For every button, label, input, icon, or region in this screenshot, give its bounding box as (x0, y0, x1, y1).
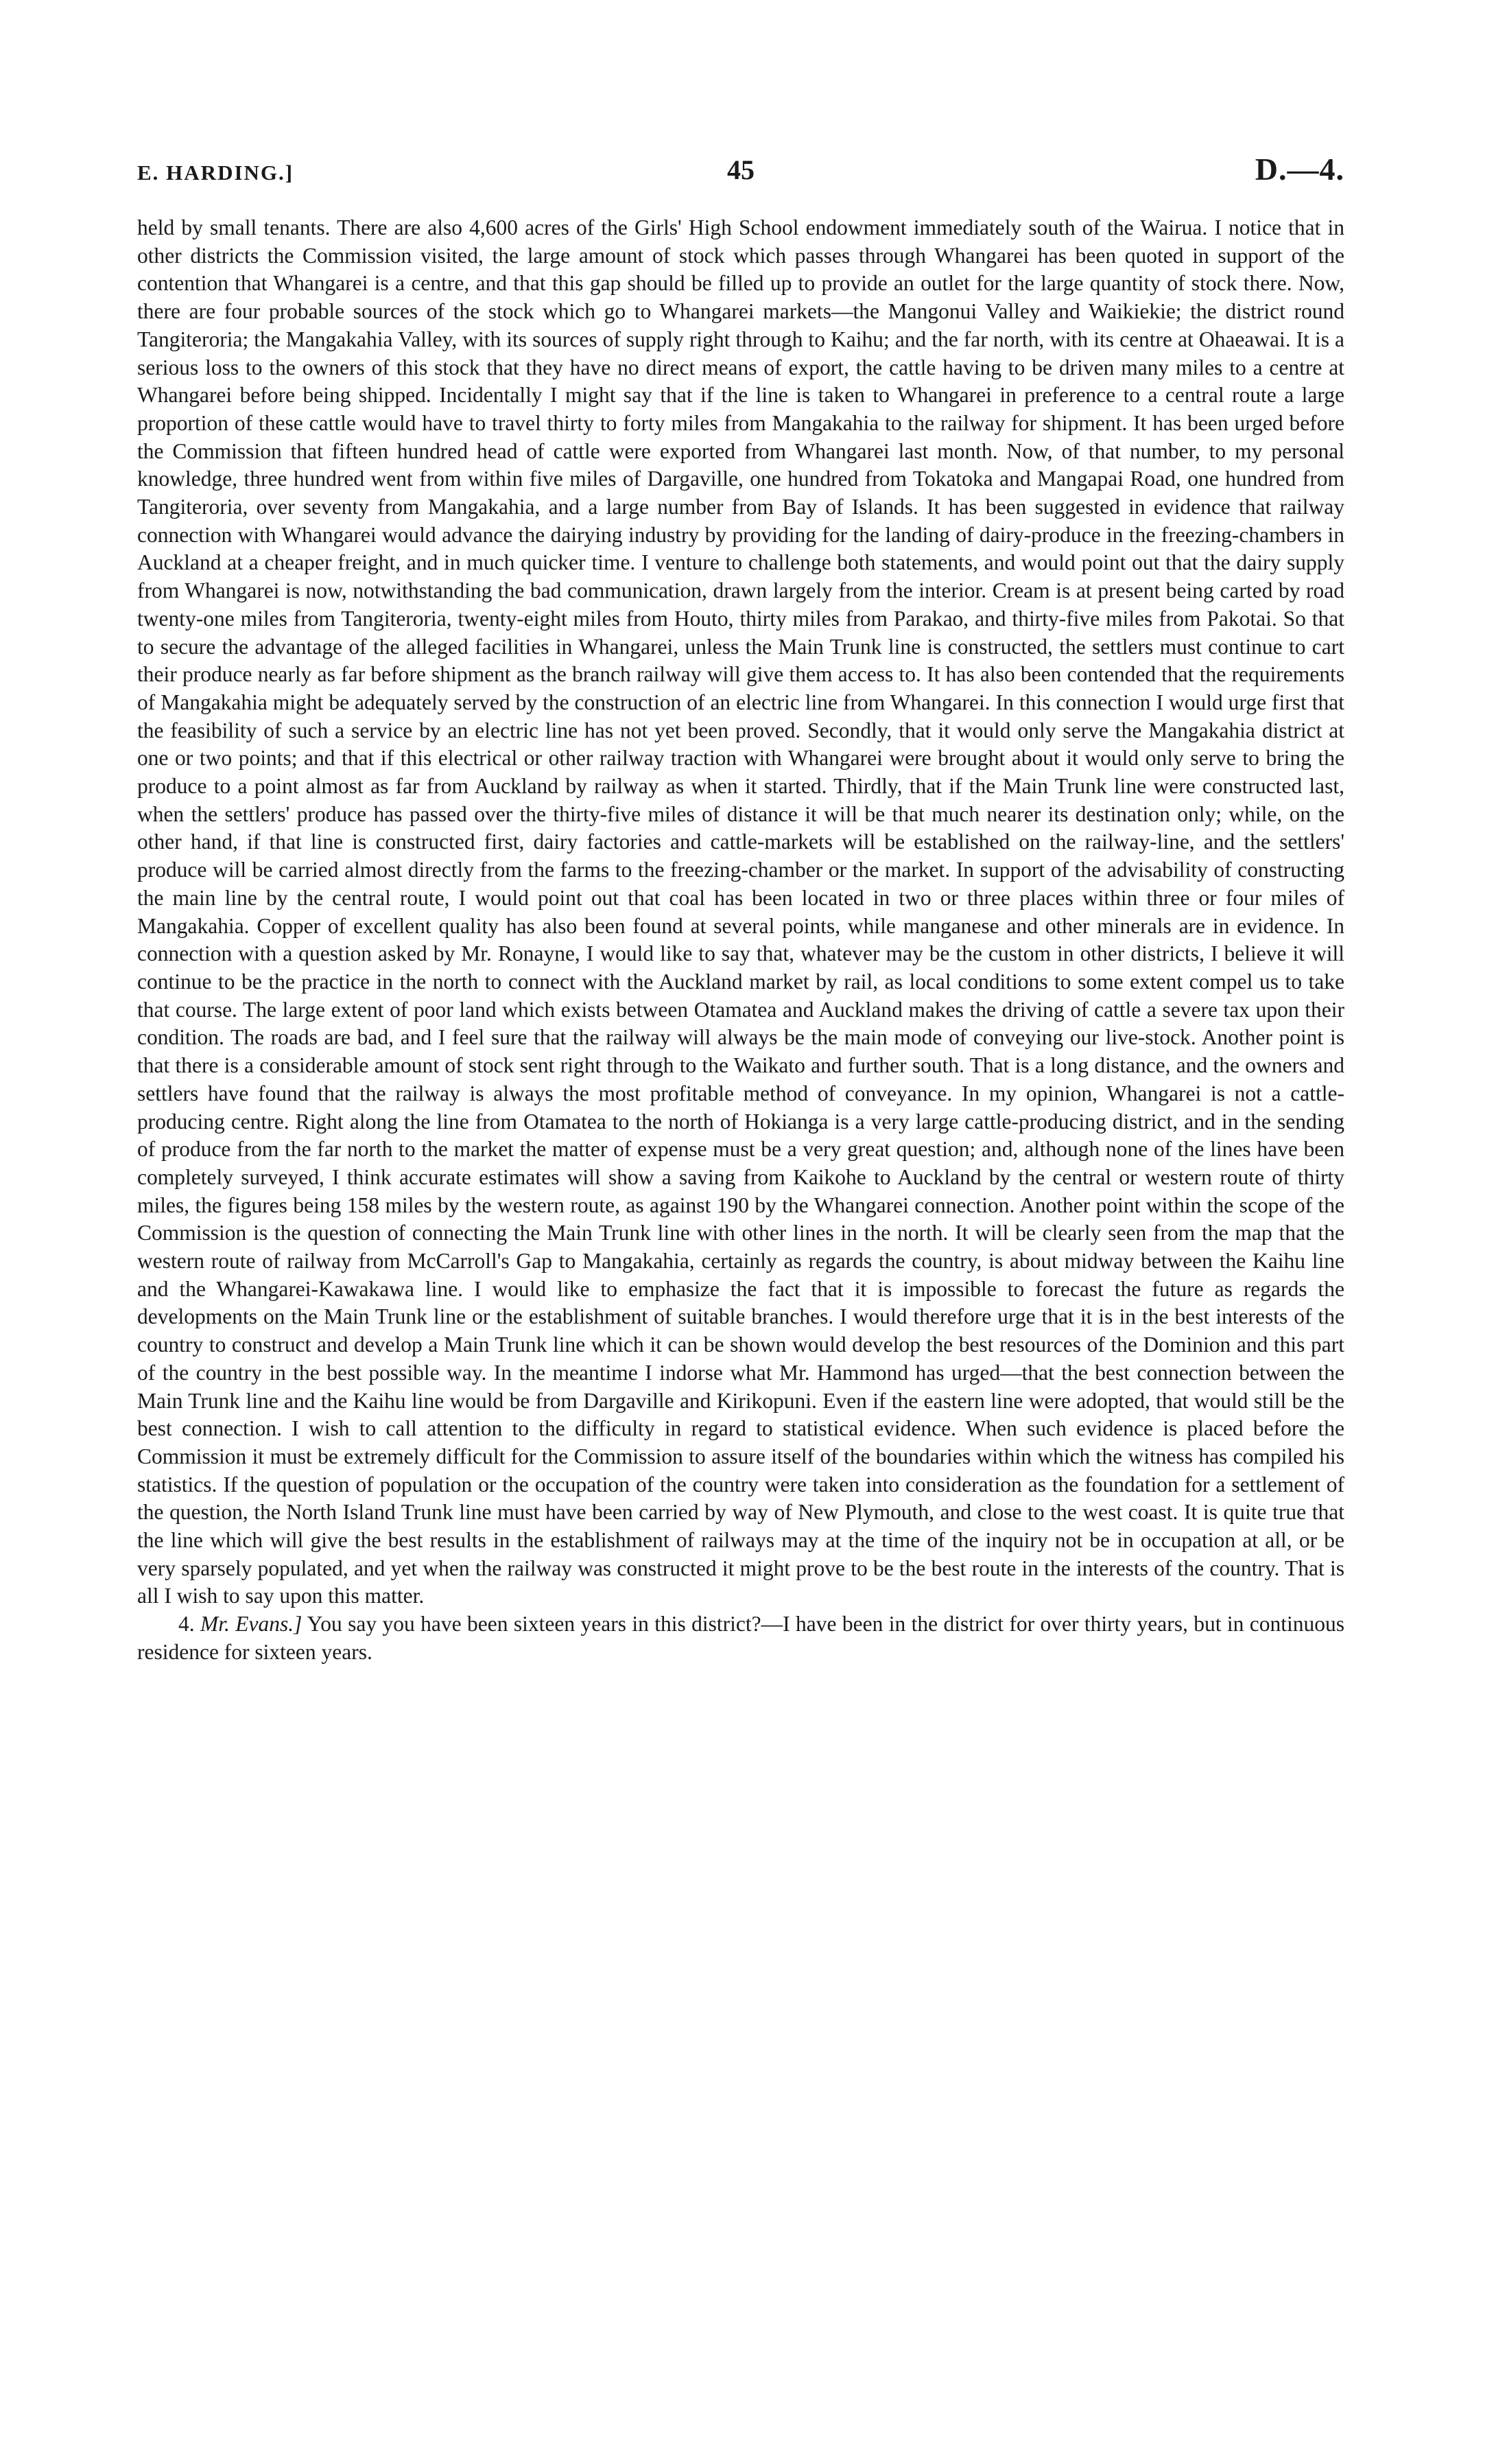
question-number: 4. (178, 1612, 195, 1636)
document-body (137, 214, 1344, 1667)
question-paragraph (137, 1610, 1344, 1666)
testimony-paragraph: held by small tenants. There are also 4,600 acres of the Girls' High School endowment immediately south of the Wairua. I notice that in other districts the Commission visited, the large amount of stock which passes through Whangarei has been quoted in support of the contention that Whangarei is a centre, and that this gap should be filled up to provide an outlet for the large quantity of stock there. Now, there are four probable sources of the stock which go to Whangarei markets—the Mangonui Valley and Waikiekie; the district round Tangiteroria; the Mangakahia Valley, with its sources of supply right through to Kaihu; and the far north, with its centre at Ohaeawai. It is a serious loss to the owners of this stock that they have no direct means of export, the cattle having to be driven many miles to a centre at Whangarei before being shipped. Incidentally I might say that if the line is taken to Whangarei in preference to a central route a large proportion of these cattle would have to travel thirty to forty miles from Mangakahia to the railway for shipment. It has been urged before the Commission that fifteen hundred head of cattle were exported from Whangarei last month. Now, of that number, to my personal knowledge, three hundred went from within five miles of Dargaville, one hundred from Tokatoka and Mangapai Road, one hundred from Tangiteroria, over seventy from Mangakahia, and a large number from Bay of Islands. It has been suggested in evidence that railway connection with Whangarei would advance the dairying industry by providing for the landing of dairy-produce in the freezing-chambers in Auckland at a cheaper freight, and in much quicker time. I venture to challenge both statements, and would point out that the dairy supply from Whangarei is now, notwithstanding the bad communication, drawn largely from the interior. Cream is at present being carted by road twenty-one miles from Tangiteroria, twenty-eight miles from Houto, thirty miles from Parakao, and thirty-five miles from Pakotai. So that to secure the advantage of the alleged facilities in Whangarei, unless the Main Trunk line is constructed, the settlers must continue to cart their produce nearly as far before shipment as the branch railway will give them access to. It has also been contended that the requirements of Mangakahia might be adequately served by the construction of an electric line from Whangarei. In this connection I would urge first that the feasibility of such a service by an electric line has not yet been proved. Secondly, that it would only serve the Mangakahia district at one or two points; and that if this electrical or other railway traction with Whangarei were brought about it would only serve to bring the produce to a point almost as far from Auckland by railway as when it started. Thirdly, that if the Main Trunk line were constructed last, when the settlers' produce has passed over the thirty-five miles of distance it will be that much nearer its destination only; while, on the other hand, if that line is constructed first, dairy factories and cattle-markets will be established on the railway-line, and the settlers' produce will be carried almost directly from the farms to the freezing-chamber or the market. In support of the advisability of constructing the main line by the central route, I would point out that coal has been located in two or three places within three or four miles of Mangakahia. Copper of excellent quality has also been found at several points, while manganese and other minerals are in evidence. In connection with a question asked by Mr. Ronayne, I would like to say that, whatever may be the custom in other districts, I believe it will continue to be the practice in the north to connect with the Auckland market by rail, as local conditions to some extent compel us to take that course. The large extent of poor land which exists between Otamatea and Auckland makes the driving of cattle a severe tax upon their condition. The roads are bad, and I feel sure that the railway will always be the main mode of conveying our live-stock. Another point is that there is a considerable amount of stock sent right through to the Waikato and further south. That is a long distance, and the owners and settlers have found that the railway is always the most profitable method of conveyance. In my opinion, Whangarei is not a cattle-producing centre. Right along the line from Otamatea to the north of Hokianga is a very large cattle-producing district, and in the sending of produce from the far north to the market the matter of expense must be a very great question; and, although none of the lines have been completely surveyed, I think accurate estimates will show a saving from Kaikohe to Auckland by the central or western route of thirty miles, the figures being 158 miles by the western route, as against 190 by the Whangarei connection. Another point within the scope of the Commission is the question of connecting the Main Trunk line with other lines in the north. It will be clearly seen from the map that the western route of railway from McCarroll's Gap to Mangakahia, certainly as regards the country, is about midway between the Kaihu line and the Whangarei-Kawakawa line. I would like to emphasize the fact that it is impossible to forecast the future as regards the developments on the Main Trunk line or the establishment of suitable branches. I would therefore urge that it is in the best interests of the country to construct and develop a Main Trunk line which it can be shown would develop the best resources of the Dominion and this part of the country in the best possible way. In the meantime I indorse what Mr. Hammond has urged—that the best connection between the Main Trunk line and the Kaihu line would be from Dargaville and Kirikopuni. Even if the eastern line were adopted, that would still be the best connection. I wish to call attention to the difficulty in regard to statistical evidence. When such evidence is placed before the Commission it must be extremely difficult for the Commission to assure itself of the boundaries within which the witness has compiled his statistics. If the question of population or the occupation of the country were taken into consideration as the foundation for a settlement of the question, the North Island Trunk line must have been carried by way of New Plymouth, and close to the west coast. It is quite true that the line which will give the best results in the establishment of railways may at the time of the inquiry not be in occupation at all, or be very sparsely populated, and yet when the railway was constructed it might prove to be the best route in the interests of the country. That is all I wish to say upon this matter. (137, 215, 1344, 1608)
question-text: You say you have been sixteen years in this district?—I have been in the district for over thirty years, but in continuous residence for sixteen years. (137, 1612, 1345, 1664)
question-speaker: Mr. Evans.] (200, 1612, 302, 1636)
page-number: 45 (727, 154, 755, 185)
document-page (137, 151, 1344, 1667)
running-header (137, 151, 1344, 199)
header-witness-name: E. HARDING.] (137, 161, 294, 185)
document-reference: D.—4. (1255, 152, 1344, 187)
